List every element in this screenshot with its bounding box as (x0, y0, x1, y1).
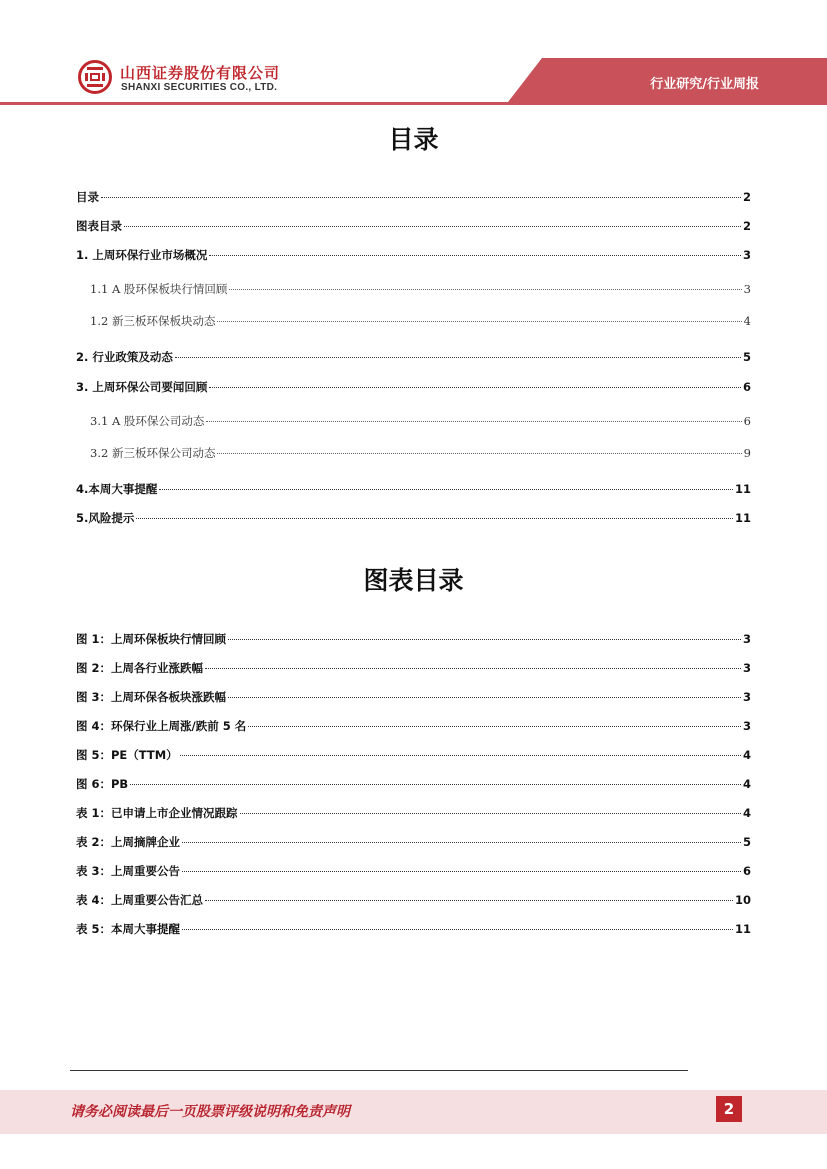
toc-title: 目录 (388, 125, 439, 154)
dot-leader (228, 697, 741, 698)
dot-leader (217, 321, 741, 322)
footer-divider (70, 1070, 688, 1071)
toc-entry[interactable] (76, 281, 751, 297)
dot-leader (205, 900, 733, 901)
toc-entry[interactable] (76, 349, 751, 365)
toc-entry-label: 4.本周大事提醒 (76, 482, 158, 496)
toc-entry-label: 2. 行业政策及动态 (76, 350, 173, 364)
toc-entry-page: 3 (742, 248, 751, 262)
figure-entry-label: 图 1：上周环保板块行情回顾 (76, 632, 227, 646)
toc-entry[interactable] (76, 247, 751, 263)
figure-entry[interactable] (76, 631, 751, 647)
figure-entry-page: 3 (742, 632, 751, 646)
toc-entry-label: 1.2 新三板环保板块动态 (90, 314, 216, 328)
figure-entry[interactable] (76, 660, 751, 676)
dot-leader (209, 255, 741, 256)
dot-leader (180, 755, 741, 756)
company-name-cn: 山西证券股份有限公司 (120, 64, 281, 82)
toc-entry[interactable] (76, 189, 751, 205)
figure-entry-page: 3 (742, 661, 751, 675)
dot-leader (124, 226, 741, 227)
figure-entry-label: 图 5：PE（TTM） (76, 748, 178, 762)
figure-entry-label: 图 2：上周各行业涨跌幅 (76, 661, 204, 675)
dot-leader (205, 668, 741, 669)
toc-entry[interactable] (76, 445, 751, 461)
toc-entry-page: 2 (742, 219, 751, 233)
toc-entry-label: 目录 (76, 190, 99, 204)
figure-entry[interactable] (76, 892, 751, 908)
toc-entry-page: 3 (743, 282, 751, 296)
company-logo-icon (78, 60, 112, 94)
figure-entry[interactable] (76, 863, 751, 879)
dot-leader (136, 518, 733, 519)
toc-entry[interactable] (76, 481, 751, 497)
toc-entry-page: 5 (742, 350, 751, 364)
toc-entry-label: 1.1 A 股环保板块行情回顾 (90, 282, 228, 296)
toc-entry[interactable] (76, 313, 751, 329)
figure-entry[interactable] (76, 689, 751, 705)
figure-entry[interactable] (76, 805, 751, 821)
toc-entry-label: 3. 上周环保公司要闻回顾 (76, 380, 208, 394)
toc-entry-page: 6 (742, 380, 751, 394)
toc-entry[interactable] (76, 510, 751, 526)
dot-leader (248, 726, 741, 727)
toc-entry-label: 1. 上周环保行业市场概况 (76, 248, 208, 262)
dot-leader (206, 421, 741, 422)
figure-entry[interactable] (76, 921, 751, 937)
figure-entry-page: 4 (742, 748, 751, 762)
figures-title: 图表目录 (363, 566, 464, 595)
toc-entry-label: 5.风险提示 (76, 511, 135, 525)
dot-leader (217, 453, 741, 454)
dot-leader (209, 387, 741, 388)
figure-entry-label: 图 6：PB (76, 777, 129, 791)
dot-leader (182, 842, 741, 843)
toc-entry-page: 9 (743, 446, 751, 460)
figure-entry-label: 图 3：上周环保各板块涨跌幅 (76, 690, 227, 704)
page-number: 2 (716, 1096, 742, 1122)
figure-entry-label: 表 3：上周重要公告 (76, 864, 181, 878)
figure-entry[interactable] (76, 747, 751, 763)
toc-entry-page: 4 (743, 314, 751, 328)
figure-entry-label: 表 5：本周大事提醒 (76, 922, 181, 936)
figure-entry-label: 表 1：已申请上市企业情况跟踪 (76, 806, 238, 820)
toc-entry-label: 图表目录 (76, 219, 122, 233)
figure-entry[interactable] (76, 834, 751, 850)
dot-leader (130, 784, 741, 785)
dot-leader (159, 489, 733, 490)
figure-entry-page: 6 (742, 864, 751, 878)
toc-entry-page: 2 (742, 190, 751, 204)
dot-leader (101, 197, 741, 198)
dot-leader (240, 813, 741, 814)
figure-entry-label: 表 2：上周摘牌企业 (76, 835, 181, 849)
dot-leader (182, 929, 733, 930)
figure-entry[interactable] (76, 776, 751, 792)
toc-entry-label: 3.1 A 股环保公司动态 (90, 414, 205, 428)
toc-entry-page: 11 (734, 482, 751, 496)
toc-entry[interactable] (76, 413, 751, 429)
figure-entry[interactable] (76, 718, 751, 734)
figure-entry-page: 4 (742, 806, 751, 820)
figure-entry-page: 5 (742, 835, 751, 849)
footer-disclaimer: 请务必阅读最后一页股票评级说明和免责声明 (70, 1104, 350, 1120)
figure-entry-page: 4 (742, 777, 751, 791)
figure-entry-label: 图 4：环保行业上周涨/跌前 5 名 (76, 719, 247, 733)
figure-entry-page: 10 (734, 893, 751, 907)
toc-entry-page: 11 (734, 511, 751, 525)
figure-entry-page: 3 (742, 690, 751, 704)
figure-entry-label: 表 4：上周重要公告汇总 (76, 893, 204, 907)
dot-leader (228, 639, 741, 640)
toc-entry-label: 3.2 新三板环保公司动态 (90, 446, 216, 460)
report-type: 行业研究/行业周报 (650, 77, 759, 92)
company-name-en: SHANXI SECURITIES CO., LTD. (121, 82, 278, 93)
dot-leader (229, 289, 741, 290)
dot-leader (175, 357, 741, 358)
toc-entry[interactable] (76, 218, 751, 234)
header-divider (0, 102, 827, 105)
figure-entry-page: 3 (742, 719, 751, 733)
figure-entry-page: 11 (734, 922, 751, 936)
toc-entry[interactable] (76, 379, 751, 395)
toc-entry-page: 6 (743, 414, 751, 428)
dot-leader (182, 871, 741, 872)
